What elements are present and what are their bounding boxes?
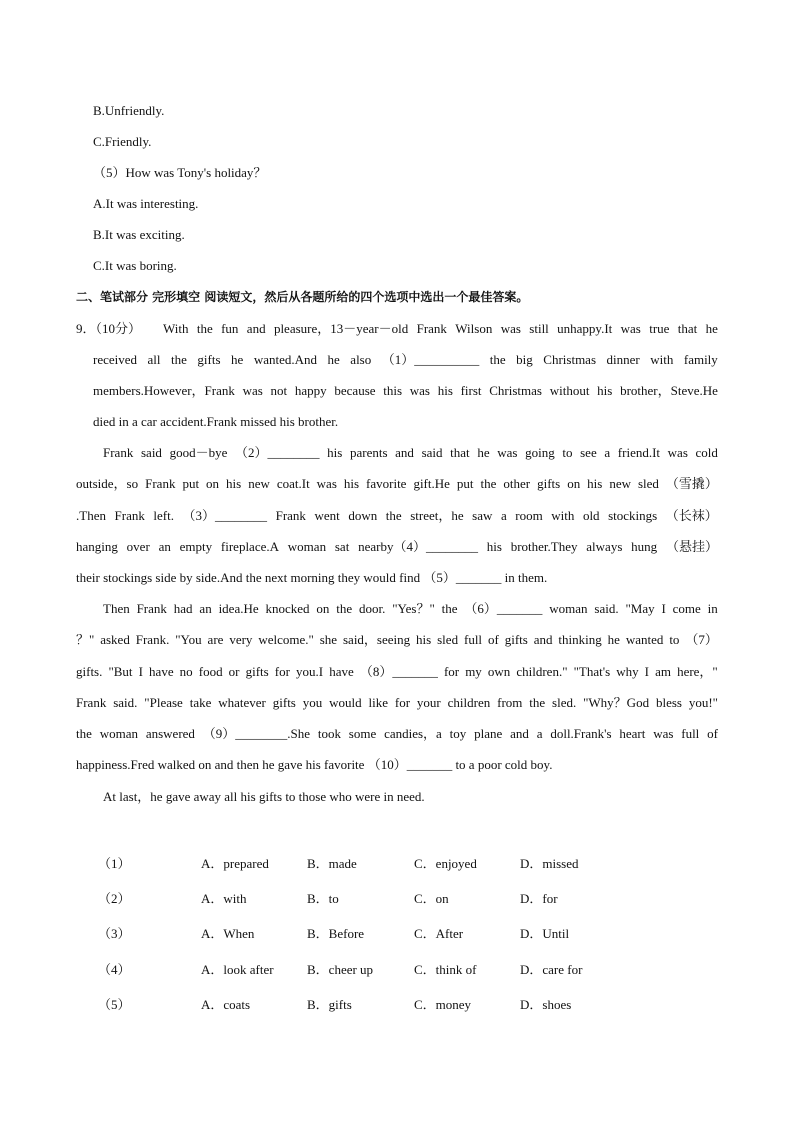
passage-word: the bbox=[441, 601, 458, 616]
option-d: D．shoes bbox=[520, 997, 572, 1012]
passage-word: gift.He bbox=[413, 476, 450, 491]
option-b: B．cheer up bbox=[307, 962, 374, 977]
option-b: B．gifts bbox=[307, 997, 352, 1012]
passage-word: knocked bbox=[265, 601, 310, 616]
passage-word: I bbox=[644, 664, 650, 679]
passage-word: all bbox=[147, 352, 161, 367]
passage-word: over bbox=[126, 539, 150, 554]
passage-word: Christmas bbox=[489, 383, 542, 398]
passage-word: full bbox=[681, 726, 700, 741]
passage-word: hung bbox=[631, 539, 658, 554]
passage-word: empty bbox=[179, 539, 213, 554]
passage-word: idea.He bbox=[218, 601, 259, 616]
passage-word: food bbox=[198, 664, 223, 679]
passage-word: （长袜） bbox=[665, 508, 718, 523]
passage-word: and bbox=[533, 632, 553, 647]
passage-word: "Please bbox=[144, 695, 183, 710]
passage-word: my bbox=[465, 664, 482, 679]
passage-word: first bbox=[460, 383, 482, 398]
passage-word: Christmas bbox=[543, 352, 597, 367]
passage-word: the bbox=[171, 352, 187, 367]
passage-word: Frank bbox=[145, 476, 176, 491]
option-5a: A.It was interesting. bbox=[93, 196, 199, 211]
passage-line bbox=[76, 726, 718, 742]
passage-word: "Yes？" bbox=[392, 601, 435, 616]
passage-word: woman bbox=[549, 601, 588, 616]
passage-word: was bbox=[242, 383, 263, 398]
passage-word: why bbox=[616, 664, 639, 679]
question-number: 9．（10分） bbox=[76, 321, 142, 336]
passage-word: "Why？God bbox=[583, 695, 650, 710]
passage-word: Wilson bbox=[455, 321, 493, 336]
passage-word: to bbox=[562, 445, 573, 460]
passage-word: to bbox=[669, 632, 680, 647]
passage-word: （8）_______ bbox=[359, 664, 438, 679]
option-5b: B.It was exciting. bbox=[93, 227, 185, 242]
passage-word: also bbox=[350, 352, 372, 367]
passage-word: their stockings side by side.And the next morning they would find （5）_______ in them. bbox=[76, 570, 548, 585]
option-b: B．made bbox=[307, 856, 357, 871]
passage-word: hanging bbox=[76, 539, 118, 554]
option-5c: C.It was boring. bbox=[93, 258, 177, 273]
option-4b: B.Unfriendly. bbox=[93, 103, 165, 118]
passage-word: took bbox=[317, 726, 341, 741]
passage-word: With bbox=[163, 321, 189, 336]
option-c: C．think of bbox=[414, 962, 477, 977]
passage-word: "You bbox=[175, 632, 202, 647]
passage-word: （9）________.She bbox=[202, 726, 311, 741]
passage-word: door. bbox=[359, 601, 386, 616]
passage-word: brother，Steve.He bbox=[620, 383, 718, 398]
passage-word: （3）________ bbox=[182, 508, 268, 523]
option-c: C．enjoyed bbox=[414, 856, 477, 871]
option-number: （1） bbox=[98, 856, 131, 871]
passage-word: on bbox=[316, 601, 330, 616]
passage-word: his bbox=[416, 632, 432, 647]
passage-word: members.However，Frank bbox=[93, 383, 235, 398]
passage-word: was bbox=[653, 726, 674, 741]
passage-word: At last，he gave away all his gifts to those who were in need. bbox=[103, 789, 425, 804]
option-b: B．to bbox=[307, 891, 339, 906]
passage-word: sat bbox=[334, 539, 350, 554]
passage-line bbox=[163, 321, 718, 337]
option-d: D．for bbox=[520, 891, 558, 906]
passage-word: bless bbox=[655, 695, 682, 710]
passage-word: for bbox=[274, 664, 290, 679]
option-row bbox=[0, 888, 794, 904]
passage-word: you!" bbox=[688, 695, 718, 710]
passage-line bbox=[93, 352, 718, 368]
passage-word: "That's bbox=[573, 664, 611, 679]
option-a: A．look after bbox=[201, 962, 274, 977]
passage-word: his bbox=[327, 445, 343, 460]
passage-word: parents bbox=[349, 445, 388, 460]
passage-word: for bbox=[394, 695, 411, 710]
passage-word: Frank bbox=[136, 601, 167, 616]
passage-word: your bbox=[416, 695, 441, 710]
passage-word: sled. bbox=[552, 695, 577, 710]
option-d: D．missed bbox=[520, 856, 579, 871]
passage-line bbox=[76, 539, 718, 555]
passage-word: Frank bbox=[114, 508, 145, 523]
passage-word: still bbox=[529, 321, 549, 336]
passage-word: from bbox=[497, 695, 523, 710]
passage-word: of bbox=[707, 726, 718, 741]
passage-word: "But bbox=[108, 664, 133, 679]
passage-word: brother.They bbox=[510, 539, 578, 554]
passage-word: full bbox=[463, 632, 483, 647]
passage-word: favorite bbox=[366, 476, 407, 491]
passage-word: ？" bbox=[76, 632, 95, 647]
passage-word: Frank bbox=[416, 321, 447, 336]
passage-word: the bbox=[385, 508, 402, 523]
passage-word: wanted.And bbox=[253, 352, 318, 367]
passage-word: that bbox=[450, 445, 470, 460]
passage-word: friend.It bbox=[617, 445, 661, 460]
passage-word: answered bbox=[145, 726, 195, 741]
passage-word: heart bbox=[619, 726, 646, 741]
passage-line bbox=[76, 757, 552, 773]
passage-word: Frank bbox=[76, 695, 107, 710]
passage-word: was bbox=[620, 321, 641, 336]
passage-line bbox=[103, 445, 718, 461]
passage-word: his bbox=[343, 476, 360, 491]
passage-word: true bbox=[649, 321, 670, 336]
passage-word: went bbox=[314, 508, 340, 523]
passage-word: his bbox=[437, 383, 453, 398]
passage-word: take bbox=[189, 695, 212, 710]
passage-word: （7） bbox=[685, 632, 718, 647]
passage-word: his bbox=[486, 539, 502, 554]
passage-word: I bbox=[138, 664, 143, 679]
passage-word: woman bbox=[99, 726, 138, 741]
passage-word: stockings bbox=[608, 508, 658, 523]
passage-word: was bbox=[497, 445, 518, 460]
passage-word: come bbox=[672, 601, 701, 616]
section-heading: 二、笔试部分 完形填空 阅读短文，然后从各题所给的四个选项中选出一个最佳答案。 bbox=[76, 290, 529, 304]
passage-word: （悬挂） bbox=[665, 539, 718, 554]
passage-word: am bbox=[655, 664, 671, 679]
option-number: （4） bbox=[98, 962, 131, 977]
passage-word: whatever bbox=[218, 695, 266, 710]
passage-word: welcome." bbox=[258, 632, 314, 647]
passage-word: Frank bbox=[275, 508, 306, 523]
passage-word: gifts bbox=[197, 352, 221, 367]
passage-word: unhappy.It bbox=[557, 321, 613, 336]
passage-word: an bbox=[199, 601, 212, 616]
passage-word: and bbox=[510, 726, 529, 741]
passage-word: （雪撬） bbox=[665, 476, 718, 491]
option-number: （5） bbox=[98, 997, 131, 1012]
passage-word: of bbox=[487, 632, 499, 647]
passage-word: new bbox=[609, 476, 631, 491]
passage-word: Then bbox=[103, 601, 130, 616]
passage-word: on bbox=[206, 476, 220, 491]
passage-word: said，seeing bbox=[342, 632, 411, 647]
question-5-stem: （5）How was Tony's holiday？ bbox=[93, 165, 267, 180]
option-b: B．Before bbox=[307, 926, 365, 941]
passage-word: asked bbox=[100, 632, 130, 647]
passage-word: he bbox=[705, 321, 718, 336]
passage-word: his bbox=[587, 476, 603, 491]
passage-word: the bbox=[489, 352, 506, 367]
passage-word: street，he bbox=[410, 508, 464, 523]
passage-word: are bbox=[207, 632, 224, 647]
passage-word: said bbox=[140, 445, 162, 460]
passage-word: plane bbox=[474, 726, 503, 741]
passage-word: he bbox=[607, 632, 620, 647]
option-a: A．with bbox=[201, 891, 247, 906]
passage-word: Frank. bbox=[135, 632, 170, 647]
passage-word: received bbox=[93, 352, 138, 367]
passage-word: said. bbox=[113, 695, 138, 710]
passage-word: down bbox=[348, 508, 378, 523]
passage-line bbox=[103, 789, 425, 805]
passage-word: he bbox=[327, 352, 340, 367]
option-a: A．When bbox=[201, 926, 255, 941]
passage-word: was bbox=[667, 445, 688, 460]
passage-word: the bbox=[76, 726, 92, 741]
passage-word: other bbox=[503, 476, 531, 491]
passage-line bbox=[93, 414, 338, 430]
passage-word: and bbox=[246, 321, 266, 336]
passage-word: always bbox=[586, 539, 623, 554]
passage-word: a bbox=[500, 508, 507, 523]
passage-word: coat.It bbox=[276, 476, 310, 491]
passage-word: she bbox=[319, 632, 338, 647]
passage-line bbox=[76, 632, 718, 648]
passage-word: was bbox=[500, 321, 521, 336]
passage-word: doll.Frank's bbox=[550, 726, 612, 741]
passage-word: room bbox=[515, 508, 543, 523]
passage-word: without bbox=[549, 383, 590, 398]
passage-line bbox=[76, 570, 547, 586]
passage-word: gifts bbox=[504, 632, 528, 647]
passage-word: good－bye bbox=[169, 445, 228, 460]
passage-word: an bbox=[158, 539, 171, 554]
passage-word: "May bbox=[625, 601, 655, 616]
passage-word: toy bbox=[449, 726, 467, 741]
passage-word: happy bbox=[294, 383, 327, 398]
passage-word: with bbox=[551, 508, 575, 523]
passage-word: （2）________ bbox=[235, 445, 320, 460]
passage-line bbox=[76, 664, 718, 680]
passage-word: some bbox=[348, 726, 377, 741]
passage-word: children bbox=[447, 695, 491, 710]
passage-word: the bbox=[196, 321, 213, 336]
option-d: D．Until bbox=[520, 926, 570, 941]
passage-word: sled bbox=[637, 476, 659, 491]
passage-word: no bbox=[179, 664, 193, 679]
option-row bbox=[0, 959, 794, 975]
passage-word: he bbox=[231, 352, 244, 367]
passage-word: gifts bbox=[245, 664, 269, 679]
passage-word: said bbox=[421, 445, 443, 460]
passage-word: left. bbox=[153, 508, 174, 523]
passage-word: outside，so bbox=[76, 476, 139, 491]
option-row bbox=[0, 994, 794, 1010]
passage-word: big bbox=[516, 352, 533, 367]
passage-word: Frank bbox=[103, 445, 134, 460]
passage-word: the bbox=[529, 695, 546, 710]
passage-word: .Then bbox=[76, 508, 106, 523]
passage-word: wanted bbox=[625, 632, 664, 647]
option-a: A．prepared bbox=[201, 856, 269, 871]
passage-word: children." bbox=[516, 664, 568, 679]
passage-word: gifts bbox=[272, 695, 296, 710]
passage-word: had bbox=[173, 601, 193, 616]
option-c: C．After bbox=[414, 926, 464, 941]
passage-word: pleasure，13－year－old bbox=[273, 321, 409, 336]
passage-word: the bbox=[336, 601, 353, 616]
passage-word: sled bbox=[437, 632, 459, 647]
passage-word: that bbox=[677, 321, 698, 336]
passage-word: because bbox=[334, 383, 376, 398]
passage-word: gifts bbox=[537, 476, 561, 491]
passage-word: this bbox=[383, 383, 403, 398]
option-c: C．on bbox=[414, 891, 449, 906]
passage-word: going bbox=[525, 445, 555, 460]
passage-word: happiness.Fred walked on and then he gave his favorite （10）_______ to a poor cold boy. bbox=[76, 757, 553, 772]
passage-word: thinking bbox=[558, 632, 602, 647]
passage-line bbox=[103, 601, 718, 617]
passage-word: own bbox=[487, 664, 511, 679]
passage-word: like bbox=[368, 695, 388, 710]
passage-word: and bbox=[395, 445, 414, 460]
passage-word: saw bbox=[472, 508, 493, 523]
passage-word: was bbox=[409, 383, 430, 398]
passage-word: see bbox=[580, 445, 597, 460]
passage-word: on bbox=[567, 476, 581, 491]
option-row bbox=[0, 923, 794, 939]
passage-word: he bbox=[477, 445, 490, 460]
passage-word: fun bbox=[221, 321, 239, 336]
passage-word: you.I bbox=[296, 664, 324, 679]
passage-word: not bbox=[270, 383, 288, 398]
passage-word: you bbox=[302, 695, 323, 710]
passage-word: would bbox=[329, 695, 362, 710]
passage-word: have bbox=[149, 664, 174, 679]
passage-word: for bbox=[443, 664, 460, 679]
passage-word: （1）__________ bbox=[381, 352, 480, 367]
passage-word: family bbox=[683, 352, 718, 367]
passage-word: said. bbox=[594, 601, 619, 616]
passage-word: a bbox=[604, 445, 611, 460]
passage-word: cold bbox=[695, 445, 718, 460]
passage-word: or bbox=[228, 664, 240, 679]
passage-word: gifts. bbox=[76, 664, 103, 679]
option-number: （2） bbox=[98, 891, 131, 906]
option-row bbox=[0, 853, 794, 869]
passage-word: fireplace.A bbox=[220, 539, 280, 554]
passage-word: nearby（4）________ bbox=[358, 539, 478, 554]
passage-word: put bbox=[182, 476, 200, 491]
passage-word: put bbox=[456, 476, 474, 491]
passage-word: （6）_______ bbox=[464, 601, 543, 616]
passage-word: was bbox=[316, 476, 337, 491]
passage-line bbox=[76, 508, 718, 524]
passage-word: new bbox=[248, 476, 270, 491]
passage-word: woman bbox=[287, 539, 327, 554]
passage-word: in bbox=[707, 601, 718, 616]
passage-word: dinner bbox=[606, 352, 640, 367]
passage-word: his bbox=[226, 476, 242, 491]
passage-line bbox=[93, 383, 718, 399]
passage-word: I bbox=[661, 601, 666, 616]
passage-word: have bbox=[329, 664, 354, 679]
option-a: A．coats bbox=[201, 997, 251, 1012]
passage-word: died in a car accident.Frank missed his brother. bbox=[93, 414, 339, 429]
passage-word: very bbox=[229, 632, 253, 647]
passage-word: candies，a bbox=[384, 726, 442, 741]
option-number: （3） bbox=[98, 926, 131, 941]
passage-line bbox=[76, 476, 718, 492]
passage-word: old bbox=[582, 508, 600, 523]
option-d: D．care for bbox=[520, 962, 583, 977]
passage-word: his bbox=[597, 383, 613, 398]
option-4c: C.Friendly. bbox=[93, 134, 152, 149]
passage-line bbox=[76, 695, 718, 711]
passage-word: the bbox=[480, 476, 497, 491]
passage-word: a bbox=[536, 726, 543, 741]
option-c: C．money bbox=[414, 997, 472, 1012]
passage-word: with bbox=[650, 352, 674, 367]
passage-word: here，" bbox=[677, 664, 718, 679]
